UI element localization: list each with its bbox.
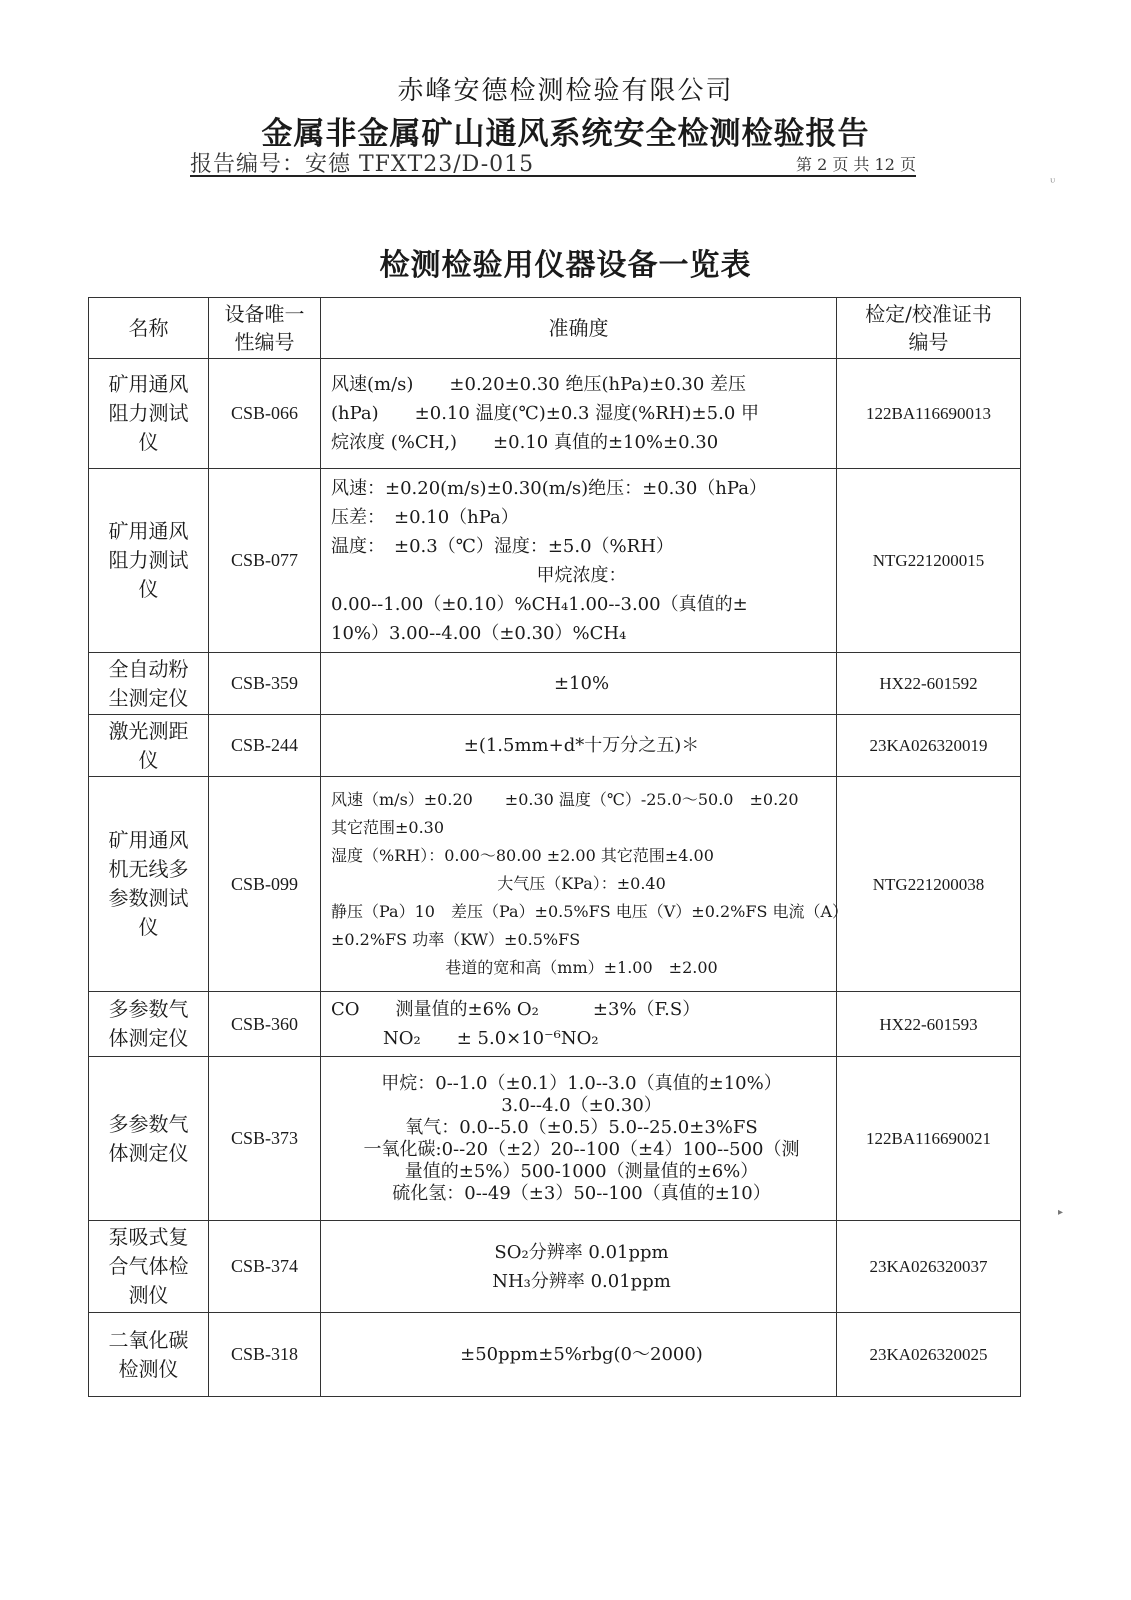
table-row bbox=[89, 1057, 1021, 1221]
page-current: 2 bbox=[817, 155, 828, 174]
cell-accuracy bbox=[321, 715, 837, 777]
cell-cert: NTG221200015 bbox=[837, 469, 1021, 653]
cell-cert: 23KA026320019 bbox=[837, 715, 1021, 777]
cell-accuracy bbox=[321, 469, 837, 653]
cell-accuracy bbox=[321, 359, 837, 469]
report-meta-line bbox=[190, 145, 916, 177]
accuracy-line: 风速（m/s）±0.20 ±0.30 温度（℃）-25.0～50.0 ±0.20 bbox=[331, 790, 799, 809]
cell-code: CSB-066 bbox=[209, 359, 321, 469]
cell-cert: 122BA116690013 bbox=[837, 359, 1021, 469]
accuracy-line: ±0.2%FS 功率（KW）±0.5%FS bbox=[331, 930, 581, 949]
table-row bbox=[89, 777, 1021, 992]
table-title: 检测检验用仪器设备一览表 bbox=[379, 248, 752, 283]
accuracy-line: ±10% bbox=[553, 673, 610, 694]
cell-name: 激光测距仪 bbox=[89, 715, 209, 777]
cell-cert: NTG221200038 bbox=[837, 777, 1021, 992]
accuracy-line: 风速(m/s) ±0.20±0.30 绝压(hPa)±0.30 差压 bbox=[331, 374, 747, 395]
page-indicator bbox=[796, 152, 916, 175]
company-name: 赤峰安德检测检验有限公司 bbox=[397, 76, 734, 106]
accuracy-line: 静压（Pa）10 差压（Pa）±0.5%FS 电压（V）±0.2%FS 电流（A） bbox=[331, 902, 849, 921]
table-row bbox=[89, 1221, 1021, 1313]
cell-accuracy bbox=[321, 653, 837, 715]
column-header-cert: 检定/校准证书编号 bbox=[837, 298, 1021, 359]
cell-name: 矿用通风阻力测试仪 bbox=[89, 359, 209, 469]
table-row bbox=[89, 653, 1021, 715]
accuracy-line: 0.00--1.00（±0.10）%CH₄1.00--3.00（真值的± bbox=[331, 593, 748, 615]
cell-code: CSB-244 bbox=[209, 715, 321, 777]
accuracy-line: 甲烷：0--1.0（±0.1）1.0--3.0（真值的±10%） bbox=[381, 1072, 782, 1094]
cell-accuracy bbox=[321, 1313, 837, 1397]
accuracy-line: 风速：±0.20(m/s)±0.30(m/s)绝压：±0.30（hPa） bbox=[331, 477, 767, 499]
accuracy-line: NO₂ ± 5.0×10⁻⁶NO₂ bbox=[383, 1028, 599, 1049]
equipment-table bbox=[88, 297, 1021, 1397]
cell-name: 矿用通风阻力测试仪 bbox=[89, 469, 209, 653]
report-title: 金属非金属矿山通风系统安全检测检验报告 bbox=[261, 116, 870, 152]
cell-name: 二氧化碳检测仪 bbox=[89, 1313, 209, 1397]
accuracy-line: 量值的±5%）500-1000（测量值的±6%） bbox=[404, 1160, 759, 1182]
cell-name: 多参数气体测定仪 bbox=[89, 992, 209, 1057]
cell-cert: HX22-601593 bbox=[837, 992, 1021, 1057]
accuracy-line: ±50ppm±5%rbg(0～2000) bbox=[460, 1344, 703, 1365]
accuracy-line: SO₂分辨率 0.01ppm bbox=[494, 1241, 669, 1263]
accuracy-line: 巷道的宽和高（mm）±1.00 ±2.00 bbox=[445, 958, 718, 977]
report-number: 报告编号：安德 TFXT23/D-015 bbox=[190, 152, 535, 177]
scan-artifact-mark: ▸ bbox=[1058, 1207, 1064, 1218]
table-header-row bbox=[89, 298, 1021, 359]
page-total: 12 bbox=[874, 155, 895, 174]
cell-code: CSB-077 bbox=[209, 469, 321, 653]
cell-name: 全自动粉尘测定仪 bbox=[89, 653, 209, 715]
cell-accuracy bbox=[321, 1221, 837, 1313]
column-header-accuracy: 准确度 bbox=[321, 298, 837, 359]
cell-code: CSB-318 bbox=[209, 1313, 321, 1397]
table-row bbox=[89, 1313, 1021, 1397]
cell-cert: 23KA026320025 bbox=[837, 1313, 1021, 1397]
page-suffix: 页 bbox=[899, 155, 916, 174]
cell-name: 矿用通风机无线多参数测试仪 bbox=[89, 777, 209, 992]
accuracy-line: 温度： ±0.3（℃）湿度：±5.0（%RH） bbox=[331, 535, 674, 557]
table-row bbox=[89, 715, 1021, 777]
accuracy-line: 湿度（%RH）：0.00～80.00 ±2.00 其它范围±4.00 bbox=[331, 846, 714, 865]
accuracy-line: 硫化氢：0--49（±3）50--100（真值的±10） bbox=[392, 1182, 771, 1204]
accuracy-line: NH₃分辨率 0.01ppm bbox=[492, 1270, 671, 1292]
accuracy-line: 大气压（KPa）：±0.40 bbox=[497, 874, 666, 893]
page-prefix: 第 bbox=[795, 155, 812, 174]
cell-name: 多参数气体测定仪 bbox=[89, 1057, 209, 1221]
column-header-code: 设备唯一性编号 bbox=[209, 298, 321, 359]
accuracy-line: (hPa) ±0.10 温度(℃)±0.3 湿度(%RH)±5.0 甲 bbox=[331, 403, 759, 424]
table-row bbox=[89, 359, 1021, 469]
table-row bbox=[89, 992, 1021, 1057]
accuracy-line: ±(1.5mm+d*十万分之五)＊ bbox=[463, 735, 700, 756]
scan-artifact-mark: ᵁ bbox=[1050, 178, 1056, 189]
accuracy-line: 其它范围±0.30 bbox=[331, 818, 445, 837]
accuracy-line: 3.0--4.0（±0.30） bbox=[501, 1094, 662, 1116]
accuracy-line: 氧气：0.0--5.0（±0.5）5.0--25.0±3%FS bbox=[405, 1116, 758, 1138]
accuracy-line: 烷浓度 (%CH,) ±0.10 真值的±10%±0.30 bbox=[331, 432, 719, 453]
cell-code: CSB-373 bbox=[209, 1057, 321, 1221]
column-header-name: 名称 bbox=[89, 298, 209, 359]
accuracy-line: CO 测量值的±6% O₂ ±3%（F.S） bbox=[331, 999, 701, 1020]
cell-cert: HX22-601592 bbox=[837, 653, 1021, 715]
cell-accuracy bbox=[321, 777, 849, 992]
cell-code: CSB-099 bbox=[209, 777, 321, 992]
cell-code: CSB-360 bbox=[209, 992, 321, 1057]
cell-code: CSB-359 bbox=[209, 653, 321, 715]
accuracy-line: 10%）3.00--4.00（±0.30）%CH₄ bbox=[331, 622, 627, 644]
accuracy-line: 甲烷浓度： bbox=[536, 564, 627, 586]
cell-cert: 122BA116690021 bbox=[837, 1057, 1021, 1221]
cell-name: 泵吸式复合气体检测仪 bbox=[89, 1221, 209, 1313]
accuracy-line: 一氧化碳:0--20（±2）20--100（±4）100--500（测 bbox=[363, 1138, 800, 1160]
table-row bbox=[89, 469, 1021, 653]
page-mid: 页 共 bbox=[832, 155, 870, 174]
accuracy-line: 压差： ±0.10（hPa） bbox=[331, 506, 519, 528]
cell-accuracy bbox=[321, 992, 837, 1057]
cell-cert: 23KA026320037 bbox=[837, 1221, 1021, 1313]
cell-accuracy bbox=[321, 1057, 837, 1221]
cell-code: CSB-374 bbox=[209, 1221, 321, 1313]
